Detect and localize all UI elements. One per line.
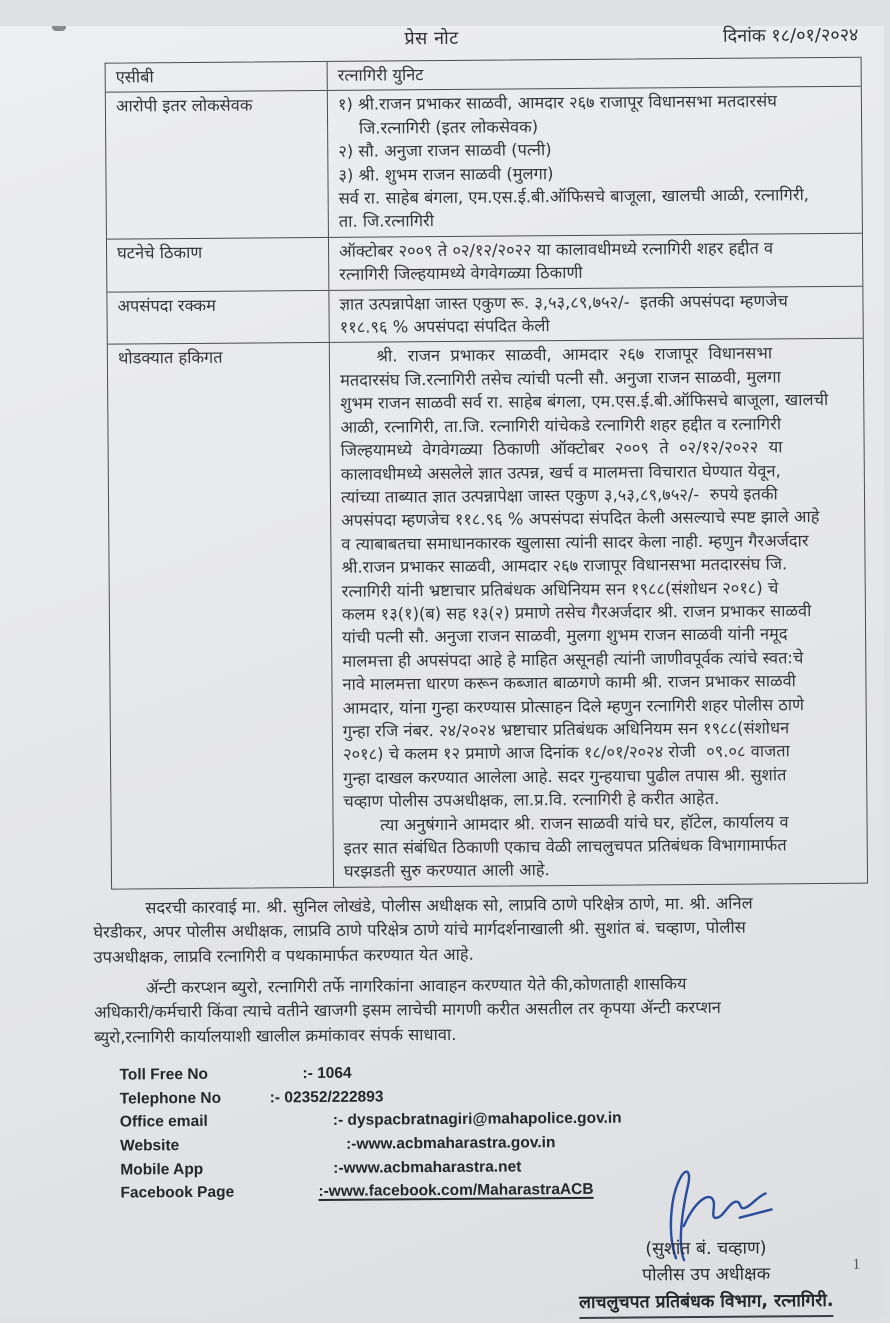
signer-department: लाचलुचपत प्रतिबंधक विभाग, रत्नागिरी.	[579, 1288, 834, 1319]
contact-label: Toll Free No	[119, 1066, 209, 1084]
contact-label: Telephone No	[119, 1089, 222, 1108]
office-email: :- dyspacbratnagiri@mahapolice.gov.in	[332, 1110, 622, 1130]
row-value: ज्ञात उत्पन्नापेक्षा जास्त एकुण रू. ३,५३,८९,७५२/- इतकी अपसंपदा म्हणजेच ११८.९६ % अपसंपदा संपदित केली	[339, 290, 788, 337]
table-row-accused	[106, 87, 862, 239]
row-label: अपसंपदा रक्कम	[107, 291, 329, 345]
contact-label: Office email	[119, 1113, 208, 1131]
table-row-place	[107, 234, 862, 293]
row-label: थोडक्यात हकिगत	[108, 343, 334, 888]
press-note-title: प्रेस नोट	[404, 27, 459, 50]
row-value: ऑक्टोबर २००९ ते ०२/१२/२०२२ या कालावधीमध्ये रत्नागिरी शहर हद्दीत व रत्नागिरी जिल्हयामध्ये वेगवेगळ्या ठिकाणी	[338, 238, 774, 285]
contact-label: Mobile App	[120, 1160, 204, 1179]
signer-designation: पोलीस उप अधीक्षक	[642, 1264, 771, 1286]
action-paragraph: सदरची कारवाई मा. श्री. सुनिल लोखंडे, पोलीस अधीक्षक सो, लाप्रवि ठाणे परिक्षेत्र ठाणे, मा. श्री. अनिल घेरडीकर, अपर पोलीस अधीक्षक, लाप्रवि ठाणे परिक्षेत्र ठाणे यांचे मार्गदर्शनाखाली श्री. सुशांत बं. चव्हाण, पोलीस उपअधीक्षक, लाप्रवि रत्नागिरी व पथकामार्फत करण्यात येत आहे.	[93, 893, 753, 967]
facebook-link: :-www.facebook.com/MaharastraACB	[318, 1181, 594, 1201]
website-url: :-www.acbmaharastra.gov.in	[346, 1134, 556, 1153]
row-label: एसीबी	[106, 62, 328, 92]
row-value: १) श्री.राजन प्रभाकर साळवी, आमदार २६७ राजापूर विधानसभा मतदारसंघ जि.रत्नागिरी (इतर लोकसेवक) २) सौ. अनुजा राजन साळवी (पत्नी) ३) श्री. शुभम राजन साळवी (मुलगा) सर्व रा. साहेब बंगला, एम.एस.ई.बी.ऑफिसचे बाजूला, खालची आळी, रत्नागिरी, ता. जि.रत्नागिरी	[337, 91, 810, 232]
document-sheet	[0, 26, 884, 1317]
appeal-paragraph: ॲन्टी करप्शन ब्युरो, रत्नागिरी तर्फे नागरिकांना आवाहन करण्यात येते की,कोणताही शासकिय अधिकारी/कर्मचारी किंवा त्याचे वतीने खाजगी इसम लाचेची मागणी करीत असतील तर कृपया ॲन्टी करप्शन ब्युरो,रत्नागिरी कार्यालयाशी खालील क्रमांकावर संपर्क साधावा.	[93, 974, 721, 1047]
row-label: आरोपी इतर लोकसेवक	[106, 91, 329, 238]
table-row-brief-facts	[108, 339, 867, 888]
toll-free-number: :- 1064	[302, 1064, 352, 1083]
row-value: रत्नागिरी युनिट	[337, 65, 424, 85]
signer-name: (सुशांत बं. चव्हाण)	[645, 1238, 767, 1260]
table-row-amount	[107, 286, 862, 345]
mobile-app-url: :-www.acbmaharastra.net	[333, 1158, 522, 1177]
document-header	[0, 23, 881, 58]
date-label: दिनांक १८/०१/२०२४	[722, 24, 859, 47]
row-value: श्री. राजन प्रभाकर साळवी, आमदार २६७ राजापूर विधानसभा मतदारसंघ जि.रत्नागिरी तसेच त्यांची पत्नी सौ. अनुजा राजन साळवी, मुलगा शुभम राजन साळवी सर्व रा. साहेब बंगला, एम.एस.ई.बी.ऑफिसचे बाजूला, खालची आळी, रत्नागिरी, ता.जि. रत्नागिरी यांचेकडे रत्नागिरी शहर हद्दीत व रत्नागिरी जिल्हयामध्ये वेगवेगळ्या ठिकाणी ऑक्टोबर २००९ ते ०२/१२/२०२२ या कालावधीमध्ये असलेले ज्ञात उत्पन्न, खर्च व मालमत्ता विचारात घेण्यात येवून, त्यांच्या ताब्यात ज्ञात उत्पन्नापेक्षा जास्त एकुण ३,५३,८९,७५२/- रुपये इतकी अपसंपदा म्हणजेच ११८.९६ % अपसंपदा संपदित केली असल्याचे स्पष्ट झाले आहे व त्याबाबतचा समाधानकारक खुलासा त्यांनी सादर केला नाही. म्हणुन गैरअर्जदार श्री.राजन प्रभाकर साळवी, आमदार २६७ राजापूर विधानसभा मतदारसंघ जि. रत्नागिरी यांनी भ्रष्टाचार प्रतिबंधक अधिनियम सन १९८८(संशोधन २०१८) चे कलम १३(१)(ब) सह १३(२) प्रमाणे तसेच गैरअर्जदार श्री. राजन प्रभाकर साळवी यांची पत्नी सौ. अनुजा राजन साळवी, मुलगा शुभम राजन साळवी यांनी नमूद मालमत्ता ही अपसंपदा आहे हे माहित असूनही त्यांनी जाणीवपूर्वक त्यांचे स्वत:चे नावे मालमत्ता धारण करून कब्जात बाळगणे कामी श्री. राजन प्रभाकर साळवी आमदार, यांना गुन्हा करण्यास प्रोत्साहन दिले म्हणुन रत्नागिरी शहर पोलीस ठाणे गुन्हा रजि नंबर. २४/२०२४ भ्रष्टाचार प्रतिबंधक अधिनियम सन १९८८(संशोधन २०१८) चे कलम १२ प्रमाणे आज दिनांक १८/०१/२०२४ रोजी ०९.०८ वाजता गुन्हा दाखल करण्यात आलेला आहे. सदर गुन्हयाचा पुढील तपास श्री. सुशांत चव्हाण पोलीस उपअधीक्षक, ला.प्र.वि. रत्नागिरी हे करीत आहेत. त्या अनुषंगाने आमदार श्री. राजन साळवी यांचे घर, हॉटेल, कार्यालय व इतर सात संबंधित ठिकाणी एकाच वेळी लाचलुचपत प्रतिबंधक विभागामार्फत घरझडती सुरु करण्यात आली आहे.	[339, 343, 829, 882]
telephone-number: :- 02352/222893	[269, 1088, 384, 1107]
row-label: घटनेचे ठिकाण	[107, 238, 329, 292]
signature-block	[535, 1165, 876, 1320]
contact-label: Website	[120, 1137, 180, 1155]
press-note-table	[105, 57, 868, 890]
page-number: 1	[852, 1256, 861, 1273]
contact-label: Facebook Page	[120, 1183, 235, 1202]
